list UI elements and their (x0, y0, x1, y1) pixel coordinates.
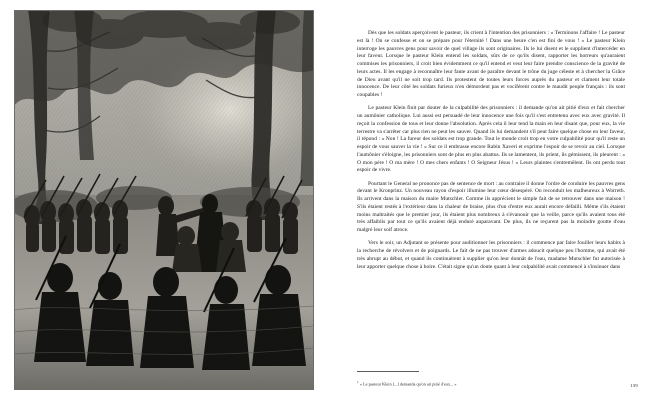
footnote-separator (357, 371, 419, 372)
footnote-text: « Le pasteur Klein [...] demanda qu'on ait pitié d'eux... » (359, 381, 457, 386)
paragraph: Le pasteur Klein finit par douter de la culpabilité des prisonniers : il demande qu'on ait pitié d'eux et fait chercher un aumônier catholique. Lui aussi est persuadé de leur innocence une fois qu'il s'est entretenu avec eux avec gravité. Il reçoit la confession de tous et leur donne l'absolution. Après cela il leur tend la main en leur disant que, pour eux, la vie terrestre va s'arrêter car plus rien ne peut les sauver. Quand ils lui demandent s'il peut faire quelque chose en leur faveur, il répond : « Non ! La fureur des soldats est trop grande. Tout le monde croit trop en votre culpabilité pour qu'il reste un espoir de vous sauver la vie ! » Sur ce il embrasse encore Rabin Xaveri et exprime l'espoir de se revoir au ciel. Lorsque l'aumônier s'éloigne, les prisonniers sont de plus en plus abattus. Ils se lamentent, ils prient, ils gémissent, ils pleurent : « O mon père ! O ma mère ! O mes chers enfants ! O Seigneur Jésus ! » Leurs plaintes s'entremêlent. Ils ont perdu tout espoir de vivre. (357, 105, 625, 174)
body-text (357, 30, 625, 360)
footnote-marker: 1 (357, 379, 359, 384)
right-page (331, 0, 662, 400)
paragraph: Pourtant le General ne prononce pas de sentence de mort : au contraire il donne l'ordre de conduire les pauvres gens devant le Kronprinz. Un nouveau rayon d'espoir illumine leur cœur désespéré. On reconduit les malheureux à Worreth. Ils arrivent dans la maison du maire Mutschler. Comme ils apprécient le simple fait de se retrouver dans une maison ! S'ils étaient restés à l'extérieur dans la chaleur de braise, plus d'un d'entre eux aurait encore défailli. Même s'ils étaient moins maltraités que le premier jour, ils étaient plus nombreux à s'évanouir que la veille, parce qu'ils avaient tous été très affaiblis par tout ce qu'ils avaient déjà enduré auparavant. De plus, ils ne reçurent pas la moindre goutte d'eau malgré leur soif atroce. (357, 180, 625, 233)
paragraph: Dès que les soldats aperçoivent le pasteur, ils crient à l'intention des prisonniers : « Terminons l'affaire ! Le pasteur est là ! On se confesse et on se prépare pour l'éternité ! Dans une heure c'en est fini de vous ! » Le pasteur Klein interroge les pauvres gens pour savoir de quel village ils sont originaires. Ils le lui disent et le supplient d'intercéder en leur faveur. Lorsque le pasteur Klein entend les soldats, sûrs de ce qu'ils disent, rapporter les horreurs qu'auraient commises les prisonniers, il croit bien évidemment ce qu'il entend et veut leur faire prendre conscience de la gravité de leurs actes. Il les engage à reconnaître leur faute avant de paraître devant le trône du juge céleste et à chercher la Grâce de Dieu avant qu'il ne soit trop tard. Ils protestent de toutes leurs forces auprès du pasteur et clament leur totale innocence. De leur côté les soldats furieux n'en démordent pas et vociférent contre le maudit peuple français : ils sont coupables ! (357, 30, 625, 98)
paragraph: Vers le soir, un Adjutant se présente pour auditionner les prisonniers : il commence par faire fouiller leurs habits à la recherche de révolvers et de poignards. Le fait de ne pas trouver d'armes adoucit quelque peu l'homme, qui avait été très abrupt au début, et quand ils continuèrent à supplier qu'on leur donnât de l'eau, madame Mutschler fut autorisée à leur apporter quelque chose à boire. C'était signe qu'un doute quant à leur culpabilité avait commencé à s'insinuer dans (357, 240, 625, 270)
page-number: 139 (630, 383, 638, 388)
illustration-plate (14, 10, 314, 390)
footnote (357, 379, 625, 387)
engraving-soldiers-and-prisoners-in-forest (14, 10, 314, 390)
